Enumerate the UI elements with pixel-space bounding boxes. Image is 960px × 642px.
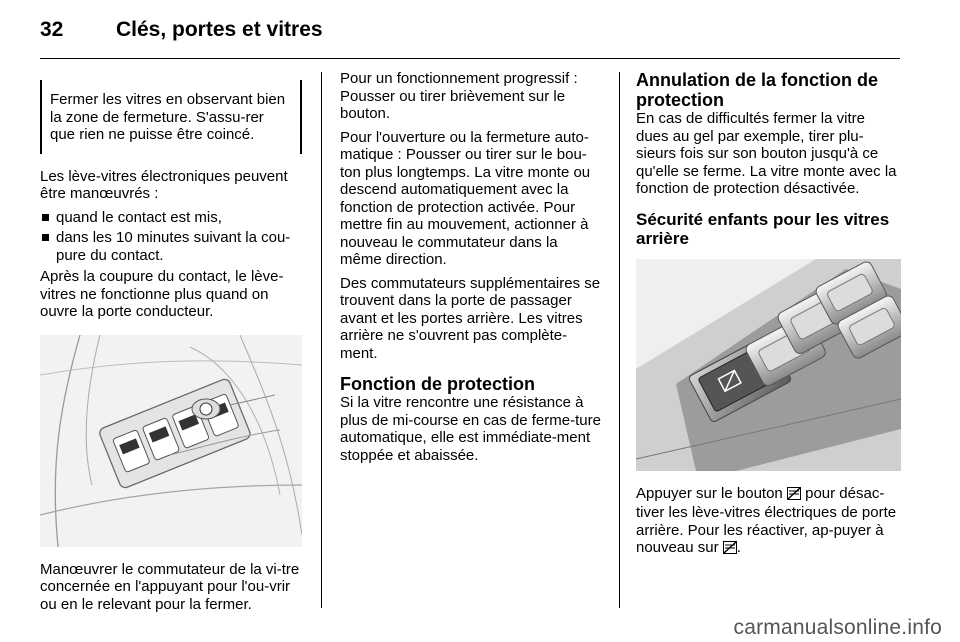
conditions-list (40, 209, 302, 265)
watermark: carmanualsonline.info (733, 616, 942, 639)
list-item: quand le contact est mis, (40, 209, 302, 227)
after-bullets-text: Après la coupure du contact, le lève-vitres ne fonctionne plus quand on ouvre la porte conducteur. (40, 268, 284, 320)
automatic-operation-text: Pour l'ouverture ou la fermeture auto-matique : Pousser ou tirer sur le bou-ton plus longtemps. La vitre monte ou descend automatiquement avec la fonction de protection activée. Pour mettre fin au mouvement, actionner à nouveau le commutateur dans la même direction. (340, 128, 591, 268)
warning-text: Fermer les vitres en observant bien la zone de fermeture. S'assu-rer que rien ne puisse être coincé. (50, 91, 286, 143)
warning-box (40, 80, 302, 154)
child-safety-heading: Sécurité enfants pour les vitres arrière (636, 209, 890, 248)
figure-caption: Manœuvrer le commutateur de la vi-tre concernée en l'appuyant pour l'ou-vrir ou en le relevant pour la fermer. (40, 560, 300, 613)
child-lock-text-b: pour désac-tiver les lève-vitres électriques de porte arrière. Pour les réactiver, ap-puyer à nouveau sur (636, 484, 897, 556)
list-item: dans les 10 minutes suivant la cou-pure du contact. (40, 229, 302, 264)
child-lock-switch-photo (636, 259, 901, 471)
page-title: Clés, portes et vitres (116, 18, 323, 41)
page-number: 32 (40, 18, 64, 41)
progressive-operation-text: Pour un fonctionnement progressif : Pousser ou tirer brièvement sur le bouton. (340, 70, 578, 122)
intro-text: Les lève-vitres électroniques peuvent être manœuvrés : (40, 167, 288, 202)
column-right (636, 70, 901, 565)
protection-function-text: Si la vitre rencontre une résistance à plus de mi-course en cas de ferme-ture automatique, elle est immédiate-ment stoppée et abaissée. (340, 394, 601, 464)
override-protection-heading: Annulation de la fonction de protection (636, 70, 878, 110)
column-divider-2 (619, 72, 620, 608)
switch-panel-drawing (636, 259, 901, 471)
child-lock-instructions (636, 485, 901, 559)
additional-switches-text: Des commutateurs supplémentaires se trouvent dans la porte de passager avant et les portes arrière. Les vitres arrière ne s'ouvrent pas complète-ment. (340, 274, 601, 362)
child-lock-text-a: Appuyer sur le bouton (636, 484, 783, 502)
protection-function-heading: Fonction de protection (340, 374, 535, 394)
header-rule (40, 58, 900, 59)
column-left (40, 70, 302, 619)
child-lock-text-c: . (736, 539, 741, 556)
column-divider-1 (321, 72, 322, 608)
door-panel-illustration (40, 335, 302, 547)
column-middle (340, 70, 603, 470)
window-child-lock-icon (787, 487, 801, 505)
window-child-lock-icon (723, 541, 737, 559)
door-panel-drawing (40, 335, 302, 547)
override-protection-text: En cas de difficultés fermer la vitre dues au gel par exemple, tirer plu-sieurs fois sur son bouton jusqu'à ce qu'elle se ferme. La vitre monte avec la fonction de protection désactivée. (636, 110, 897, 197)
